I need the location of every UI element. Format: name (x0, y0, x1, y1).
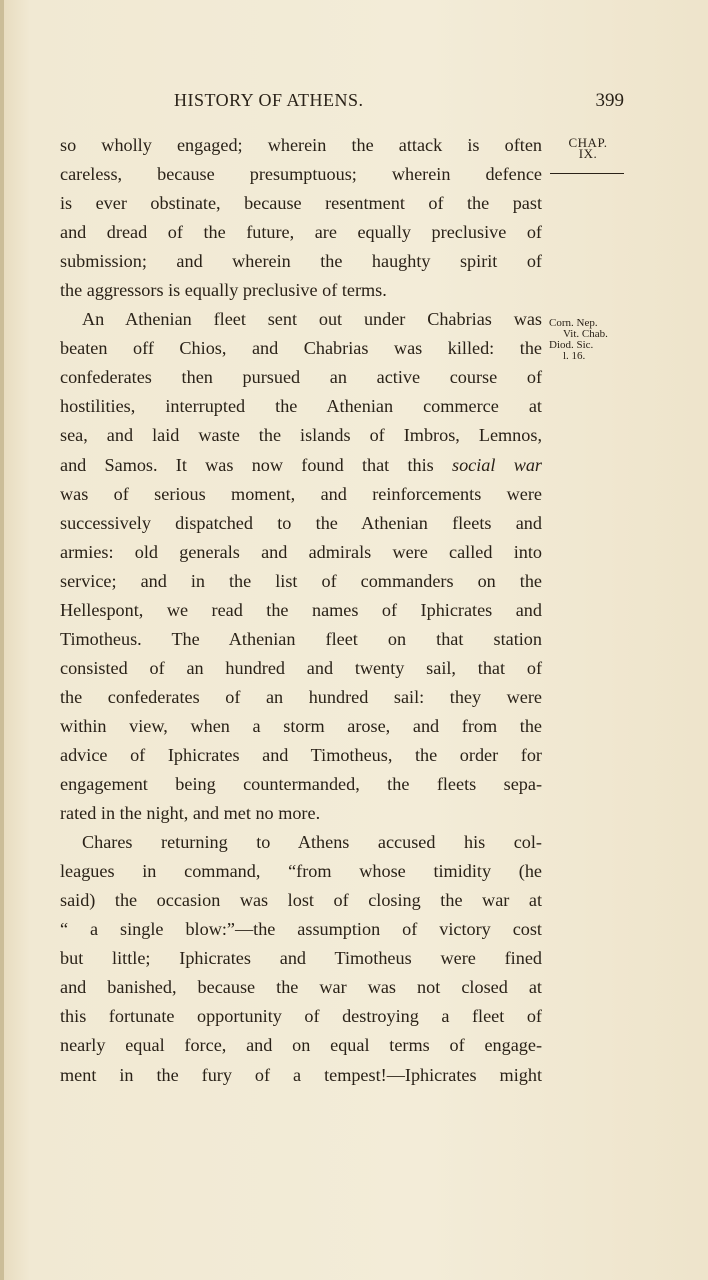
page-spine-edge (0, 0, 4, 1280)
text-line: advice of Iphicrates and Timotheus, the order for (60, 744, 542, 765)
text-line: ment in the fury of a tempest!—Iphicrates might (60, 1064, 542, 1085)
text-line-segment: and Samos. It was now found that this (60, 454, 434, 475)
body-text (60, 131, 542, 1090)
chapter-label: CHAP. (568, 135, 608, 150)
italic-phrase: social war (452, 454, 542, 475)
text-line: was of serious moment, and reinforcements were (60, 483, 542, 504)
text-line: careless, because presumptuous; wherein defence (60, 164, 542, 185)
text-line: hostilities, interrupted the Athenian commerce at (60, 396, 542, 417)
text-line: rated in the night, and met no more. (60, 803, 321, 824)
text-line: nearly equal force, and on equal terms of engage- (60, 1035, 542, 1056)
running-title: HISTORY OF ATHENS. (174, 90, 364, 110)
text-line: sea, and laid waste the islands of Imbros, Lemnos, (60, 425, 542, 446)
text-line: but little; Iphicrates and Timotheus were fined (60, 948, 542, 969)
paragraph-start-line: Chares returning to Athens accused his col- (82, 832, 542, 853)
page-number: 399 (595, 90, 624, 111)
running-head (60, 90, 630, 114)
chapter-margin-note (548, 137, 628, 174)
text-line: said) the occasion was lost of closing the war at (60, 890, 542, 911)
source-note-line: l. 16. (563, 350, 586, 362)
text-line: the aggressors is equally preclusive of terms. (60, 280, 387, 301)
text-line: within view, when a storm arose, and from the (60, 715, 542, 736)
text-line: so wholly engaged; wherein the attack is often (60, 135, 542, 155)
text-line: successively dispatched to the Athenian fleets and (60, 512, 542, 533)
text-line: “ a single blow:”—the assumption of victory cost (60, 919, 542, 940)
text-line: Hellespont, we read the names of Iphicrates and (60, 599, 542, 620)
source-margin-note (549, 318, 629, 362)
text-line: submission; and wherein the haughty spirit of (60, 251, 542, 272)
text-line: beaten off Chios, and Chabrias was killed: the (60, 338, 542, 359)
source-note-line: Diod. Sic. (549, 339, 594, 351)
chapter-rule (550, 173, 624, 174)
source-note-line: Corn. Nep. (549, 317, 598, 329)
paragraph-start-line: An Athenian fleet sent out under Chabrias was (82, 309, 542, 330)
text-line: armies: old generals and admirals were called into (60, 541, 542, 562)
text-line: confederates then pursued an active course of (60, 367, 542, 388)
text-line: this fortunate opportunity of destroying a fleet of (60, 1006, 542, 1027)
text-line: engagement being countermanded, the fleets sepa- (60, 774, 542, 795)
text-line-with-italic (60, 451, 542, 480)
text-line: consisted of an hundred and twenty sail, that of (60, 657, 542, 678)
text-line: is ever obstinate, because resentment of the past (60, 193, 542, 214)
chapter-number: IX. (578, 146, 598, 161)
source-note-line: Vit. Chab. (563, 328, 608, 340)
text-line: the confederates of an hundred sail: they were (60, 686, 542, 707)
text-line: service; and in the list of commanders on the (60, 570, 542, 591)
text-line: and dread of the future, are equally preclusive of (60, 222, 542, 243)
text-line: leagues in command, “from whose timidity (he (60, 861, 542, 882)
text-line: and banished, because the war was not closed at (60, 977, 542, 998)
text-line: Timotheus. The Athenian fleet on that station (60, 628, 542, 649)
